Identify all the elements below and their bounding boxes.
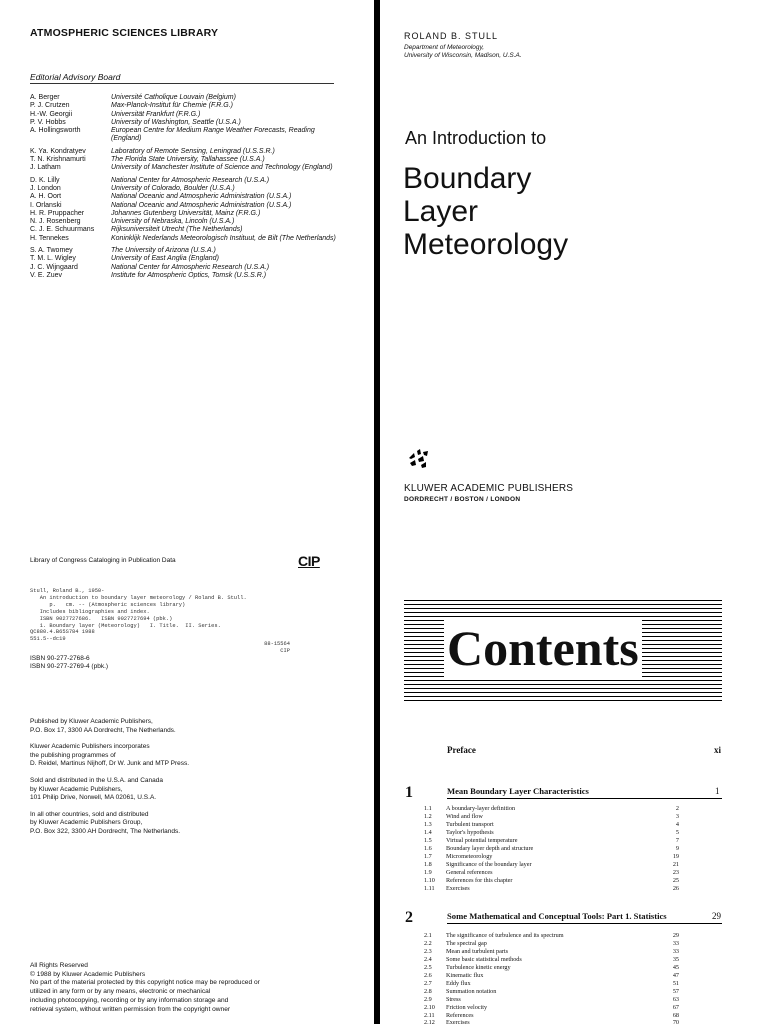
toc-section-number: 2.8: [424, 987, 432, 995]
cip-card-no: 88-15564: [264, 641, 290, 647]
toc-section-row: [424, 1012, 679, 1020]
toc-section-title: Summation notation: [446, 987, 497, 995]
cip-line: QC880.4.B65S784 1988: [30, 629, 95, 636]
toc-section-title: Wind and flow: [446, 812, 483, 820]
toc-section-title: Turbulence kinetic energy: [446, 963, 511, 971]
publisher-logo-icon: [406, 446, 430, 470]
toc-section-list: [424, 932, 679, 1027]
author-affiliation: [404, 44, 522, 60]
toc-section-number: 1.1: [424, 805, 432, 812]
publisher-info: [30, 718, 189, 845]
toc-section-row: [424, 845, 679, 853]
board-member-affiliation: European Centre for Medium Range Weather Forecasts, Reading (England): [111, 127, 315, 143]
board-member-name: N. J. Rosenberg: [30, 218, 81, 226]
advisory-board-list: [30, 94, 341, 280]
board-member-affiliation: Johannes Gutenberg Universität, Mainz (F.R.G.): [111, 209, 261, 217]
toc-section-page: 63: [672, 995, 679, 1003]
isbn-line: ISBN 90-277-2769-4 (pbk.): [30, 663, 109, 670]
toc-section-title: References: [446, 1011, 474, 1019]
toc-section-number: 1.11: [424, 884, 435, 892]
board-member-affiliation: University of Manchester Institute of Science and Technology (England): [111, 164, 333, 172]
toc-section-title: General references: [446, 868, 493, 876]
board-row: [30, 264, 341, 272]
rights-line: including photocopying, recording or by any information storage and: [30, 996, 229, 1004]
toc-section-row: [424, 996, 679, 1004]
toc-section-page: 3: [675, 812, 679, 820]
toc-section-title: The significance of turbulence and its spectrum: [446, 932, 564, 939]
toc-section-number: 2.6: [424, 971, 432, 979]
rights-line: © 1988 by Kluwer Academic Publishers: [30, 970, 146, 978]
publisher-line: the publishing programmes of: [30, 751, 116, 759]
board-row: [30, 218, 341, 226]
board-member-affiliation: Universität Frankfurt (F.R.G.): [111, 110, 201, 118]
board-member-name: K. Ya. Kondratyev: [30, 147, 86, 155]
board-row: [30, 94, 341, 102]
board-member-name: J. London: [30, 184, 61, 192]
board-row: [30, 177, 341, 185]
toc-chapter-page: 29: [712, 911, 721, 921]
board-member-name: V. E. Zuev: [30, 271, 63, 279]
toc-section-title: Exercises: [446, 884, 470, 892]
board-member-affiliation: University of Nebraska, Lincoln (U.S.A.): [111, 218, 235, 226]
toc-section-row: [424, 861, 679, 869]
rights-line: retrieval system, without written permission from the copyright owner: [30, 1005, 231, 1013]
toc-section-number: 1.10: [424, 876, 435, 884]
cip-line: Includes bibliographies and index.: [30, 608, 150, 615]
board-member-name: A. H. Oort: [30, 193, 62, 201]
toc-section-row: [424, 948, 679, 956]
toc-section-title: Mean and turbulent parts: [446, 947, 509, 955]
toc-section-page: 4: [675, 820, 679, 828]
publisher-paragraph: [30, 811, 189, 837]
board-member-affiliation: Institute for Atmospheric Optics, Tomsk (U.S.S.R.): [111, 271, 267, 279]
board-row: [30, 226, 341, 234]
cip-line: p. cm. -- (Atmospheric sciences library): [30, 601, 186, 608]
board-row: [30, 247, 341, 255]
toc-section-page: 25: [672, 876, 679, 884]
toc-chapter-page: 1: [715, 786, 720, 796]
publisher-paragraph: [30, 718, 189, 735]
toc-section-title: The spectral gap: [446, 939, 487, 947]
cip-label: Library of Congress Cataloging in Publication Data: [30, 557, 176, 564]
toc-section-row: [424, 1004, 679, 1012]
board-member-name: I. Orlanski: [30, 201, 62, 209]
toc-section-row: [424, 932, 679, 940]
board-member-name: S. A. Twomey: [30, 247, 73, 255]
toc-section-row: [424, 853, 679, 861]
cip-logo: CIP: [298, 553, 320, 569]
author-name: ROLAND B. STULL: [404, 31, 499, 41]
toc-section-page: 19: [672, 852, 679, 860]
toc-section-title: Some basic statistical methods: [446, 955, 522, 963]
publisher-paragraph: [30, 743, 189, 769]
publisher-cities: DORDRECHT / BOSTON / LONDON: [404, 496, 521, 503]
board-member-affiliation: University of East Anglia (England): [111, 255, 219, 263]
toc-section-number: 1.7: [424, 852, 432, 860]
toc-section-page: 68: [672, 1011, 679, 1019]
board-member-affiliation: University of Colorado, Boulder (U.S.A.): [111, 184, 235, 192]
board-row: [30, 148, 341, 156]
toc-section-row: [424, 885, 679, 893]
board-member-name: T. N. Krishnamurti: [30, 156, 86, 164]
board-member-name: H.-W. Georgii: [30, 110, 73, 118]
toc-section-row: [424, 980, 679, 988]
toc-section-number: 2.1: [424, 932, 432, 939]
board-member-affiliation: National Center for Atmospheric Research (U.S.A.): [111, 176, 270, 184]
toc-section-number: 2.5: [424, 963, 432, 971]
dept-line: Department of Meteorology,: [404, 44, 485, 51]
publisher-line: Sold and distributed in the U.S.A. and Canada: [30, 776, 163, 784]
toc-section-number: 2.9: [424, 995, 432, 1003]
board-member-name: P. V. Hobbs: [30, 118, 66, 126]
toc-section-title: Eddy flux: [446, 979, 471, 987]
board-row: [30, 127, 341, 144]
toc-section-page: 5: [675, 828, 679, 836]
toc-chapter-number: 1: [405, 784, 413, 801]
board-row: [30, 193, 341, 201]
publisher-line: Published by Kluwer Academic Publishers,: [30, 718, 153, 725]
publisher-line: In all other countries, sold and distributed: [30, 810, 149, 818]
board-row: [30, 119, 341, 127]
toc-section-number: 1.6: [424, 844, 432, 852]
toc-section-page: 23: [672, 868, 679, 876]
rights-line: All Rights Reserved: [30, 962, 88, 969]
rights-line: No part of the material protected by this copyright notice may be reproduced or: [30, 979, 260, 987]
toc-chapter-title: Some Mathematical and Conceptual Tools: Part 1. Statistics: [447, 911, 667, 921]
toc-section-title: Virtual potential temperature: [446, 836, 518, 844]
board-row: [30, 185, 341, 193]
toc-section-row: [424, 964, 679, 972]
toc-section-title: Significance of the boundary layer: [446, 860, 532, 868]
toc-section-title: Boundary layer depth and structure: [446, 844, 534, 852]
publisher-line: by Kluwer Academic Publishers,: [30, 785, 123, 793]
board-member-name: H. R. Pruppacher: [30, 209, 85, 217]
board-title: Editorial Advisory Board: [30, 72, 121, 82]
toc-section-title: Kinematic flux: [446, 971, 484, 979]
toc-section-number: 2.4: [424, 955, 432, 963]
toc-section-title: Micrometeorology: [446, 852, 493, 860]
toc-section-number: 1.8: [424, 860, 432, 868]
toc-section-number: 2.2: [424, 939, 432, 947]
toc-preface-page: xi: [714, 745, 722, 755]
board-row: [30, 210, 341, 218]
toc-section-row: [424, 829, 679, 837]
cip-line: 1. Boundary layer (Meteorology) I. Title. II. Series.: [30, 622, 221, 629]
book-title: [403, 162, 703, 261]
toc-preface-label: Preface: [447, 745, 476, 755]
toc-section-page: 67: [672, 1003, 679, 1011]
toc-section-number: 1.3: [424, 820, 432, 828]
title-line: Boundary: [403, 162, 532, 195]
board-row: [30, 156, 341, 164]
board-row: [30, 164, 341, 172]
toc-section-number: 2.3: [424, 947, 432, 955]
toc-section-row: [424, 1019, 679, 1027]
publisher-line: P.O. Box 17, 3300 AA Dordrecht, The Netherlands.: [30, 726, 176, 734]
board-member-affiliation: Koninklijk Nederlands Meteorologisch Instituut, de Bilt (The Netherlands): [111, 234, 336, 242]
rights-line: utilized in any form or by any means, electronic or mechanical: [30, 988, 211, 996]
toc-section-title: Friction velocity: [446, 1003, 488, 1011]
toc-section-title: Stress: [446, 995, 461, 1003]
board-member-name: C. J. E. Schuurmans: [30, 226, 95, 234]
publisher-line: 101 Philip Drive, Norwell, MA 02061, U.S.A.: [30, 794, 157, 802]
toc-section-number: 2.7: [424, 979, 432, 987]
toc-section-row: [424, 805, 679, 813]
toc-section-number: 2.12: [424, 1019, 435, 1027]
board-member-name: A. Berger: [30, 94, 60, 101]
publisher-line: P.O. Box 322, 3300 AH Dordrecht, The Netherlands.: [30, 827, 181, 835]
toc-chapter-title: Mean Boundary Layer Characteristics: [447, 786, 589, 796]
board-member-affiliation: National Center for Atmospheric Research (U.S.A.): [111, 263, 270, 271]
cip-card-suffix: CIP: [280, 647, 290, 654]
toc-section-number: 2.10: [424, 1003, 435, 1011]
board-member-name: T. M. L. Wigley: [30, 255, 76, 263]
toc-section-page: 47: [672, 971, 679, 979]
toc-section-page: 9: [675, 844, 679, 852]
toc-section-page: 57: [672, 987, 679, 995]
cip-card-number: [258, 641, 290, 655]
toc-section-page: 70: [672, 1019, 679, 1027]
toc-chapter-rule: [447, 798, 722, 799]
toc-chapter-rule: [447, 923, 722, 924]
toc-section-title: Turbulent transport: [446, 820, 494, 828]
toc-section-title: Exercises: [446, 1019, 470, 1027]
toc-section-number: 1.5: [424, 836, 432, 844]
board-member-affiliation: Max-Planck-Institut für Chemie (F.R.G.): [111, 102, 234, 110]
toc-section-page: 51: [672, 979, 679, 987]
contents-heading: Contents: [444, 617, 642, 679]
toc-section-row: [424, 972, 679, 980]
toc-section-page: 7: [675, 836, 679, 844]
toc-section-number: 1.2: [424, 812, 432, 820]
cip-line: Stull, Roland B., 1950-: [30, 588, 105, 594]
toc-section-page: 33: [672, 939, 679, 947]
toc-section-page: 29: [672, 932, 679, 939]
page-gutter-divider: [374, 0, 380, 1024]
toc-section-row: [424, 988, 679, 996]
board-row: [30, 102, 341, 110]
board-member-name: J. C. Wijngaard: [30, 263, 78, 271]
publisher-line: by Kluwer Academic Publishers Group,: [30, 819, 143, 827]
publisher-line: Kluwer Academic Publishers incorporates: [30, 743, 150, 751]
board-member-affiliation: University of Washington, Seattle (U.S.A.): [111, 118, 241, 126]
toc-section-row: [424, 956, 679, 964]
toc-section-row: [424, 813, 679, 821]
board-member-affiliation: The University of Arizona (U.S.A.): [111, 247, 216, 255]
board-member-name: A. Hollingsworth: [30, 127, 81, 135]
toc-section-title: A boundary-layer definition: [446, 805, 516, 812]
title-line: Meteorology: [403, 228, 569, 261]
board-member-name: D. K. Lilly: [30, 176, 60, 184]
cip-record: [30, 588, 247, 643]
title-intro: An Introduction to: [405, 128, 547, 148]
cip-line: ISBN 9027727686. ISBN 9027727694 (pbk.): [30, 615, 173, 622]
isbn-block: [30, 655, 108, 671]
cip-line: 551.5--dc19: [30, 636, 66, 643]
publisher-paragraph: [30, 777, 189, 803]
toc-section-title: Taylor's hypothesis: [446, 828, 494, 836]
toc-section-row: [424, 821, 679, 829]
board-member-affiliation: Rijksuniversiteit Utrecht (The Netherlands): [111, 226, 243, 234]
toc-section-page: 21: [672, 860, 679, 868]
board-title-rule: [30, 83, 334, 84]
toc-section-page: 2: [675, 805, 679, 812]
publisher-name: KLUWER ACADEMIC PUBLISHERS: [404, 483, 574, 494]
board-member-affiliation: The Florida State University, Tallahassee (U.S.A.): [111, 156, 265, 164]
toc-section-page: 45: [672, 963, 679, 971]
toc-section-number: 2.11: [424, 1011, 435, 1019]
toc-section-page: 35: [672, 955, 679, 963]
toc-section-page: 33: [672, 947, 679, 955]
board-member-affiliation: Laboratory of Remote Sensing, Leningrad (U.S.S.R.): [111, 147, 275, 155]
board-member-name: H. Tennekes: [30, 234, 69, 242]
board-row: [30, 272, 341, 280]
toc-section-row: [424, 940, 679, 948]
toc-section-number: 1.4: [424, 828, 432, 836]
board-member-affiliation: Université Catholique Louvain (Belgium): [111, 94, 236, 101]
toc-chapter-number: 2: [405, 909, 413, 926]
board-member-name: J. Latham: [30, 164, 61, 172]
board-row: [30, 111, 341, 119]
rights-notice: [30, 962, 330, 1014]
title-line: Layer: [403, 195, 479, 228]
board-member-name: P. J. Crutzen: [30, 102, 70, 110]
toc-section-page: 26: [672, 884, 679, 892]
toc-section-row: [424, 877, 679, 885]
toc-section-row: [424, 837, 679, 845]
toc-section-row: [424, 869, 679, 877]
board-member-affiliation: National Oceanic and Atmospheric Administration (U.S.A.): [111, 201, 292, 209]
series-title: ATMOSPHERIC SCIENCES LIBRARY: [30, 27, 219, 39]
board-row: [30, 202, 341, 210]
toc-section-list: [424, 805, 679, 892]
toc-section-number: 1.9: [424, 868, 432, 876]
board-row: [30, 235, 341, 243]
board-row: [30, 255, 341, 263]
dept-line: University of Wisconsin, Madison, U.S.A.: [404, 52, 522, 60]
cip-line: An introduction to boundary layer meteorology / Roland B. Stull.: [30, 594, 247, 601]
publisher-line: D. Reidel, Martinus Nijhoff, Dr W. Junk and MTP Press.: [30, 760, 190, 768]
isbn-line: ISBN 90-277-2768-6: [30, 655, 90, 662]
toc-section-title: References for this chapter: [446, 876, 513, 884]
board-member-affiliation: National Oceanic and Atmospheric Administration (U.S.A.): [111, 193, 292, 201]
